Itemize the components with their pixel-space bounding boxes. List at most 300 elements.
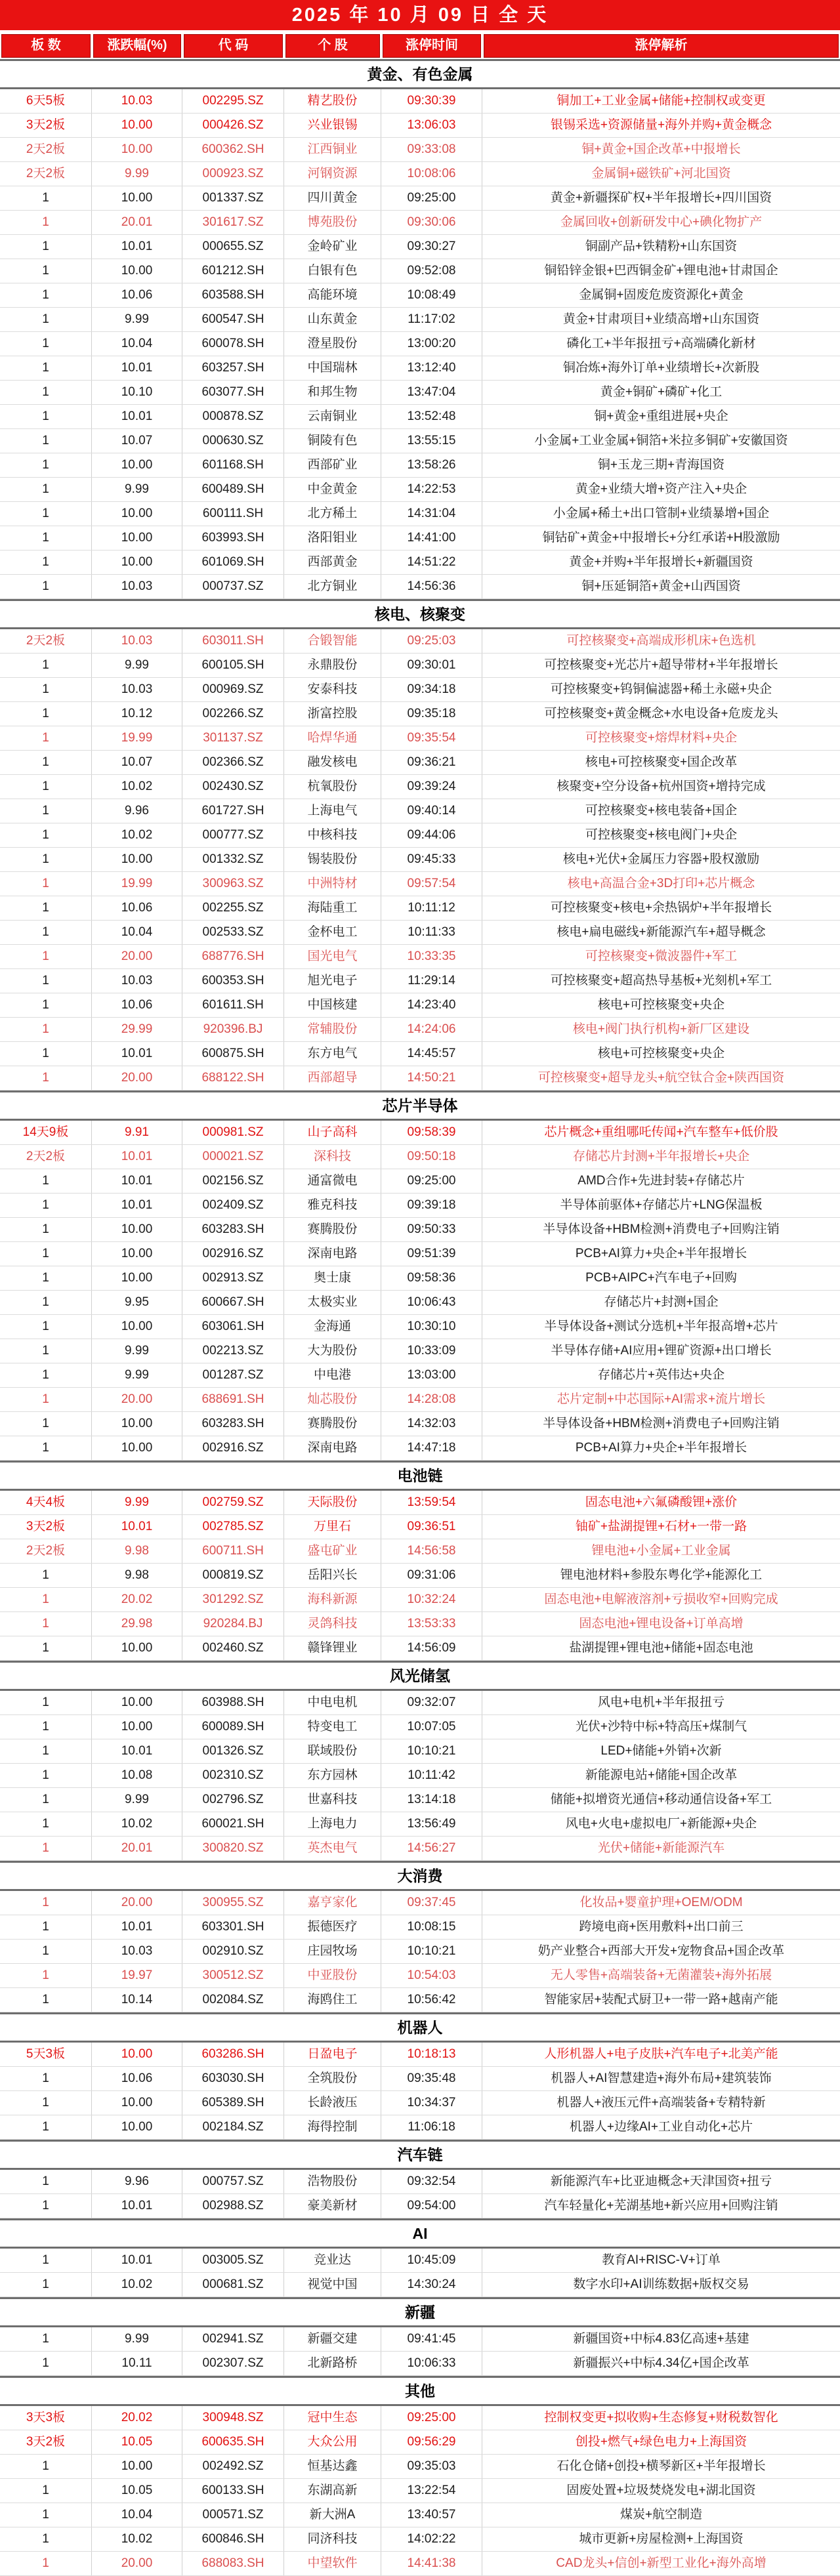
cell-board-count[interactable]: 1: [0, 235, 92, 259]
cell-change-pct[interactable]: 20.00: [92, 1066, 182, 1090]
cell-analysis[interactable]: 机器人+AI智慧建造+海外布局+建筑装饰: [551, 2071, 772, 2085]
cell-change-pct[interactable]: 9.99: [92, 654, 182, 677]
cell-stock-name[interactable]: 深科技: [284, 1145, 381, 1169]
cell-stock-name[interactable]: 通富微电: [284, 1169, 381, 1193]
cell-stock-code[interactable]: 301617.SZ: [182, 211, 284, 234]
cell-change-pct[interactable]: 10.01: [92, 356, 182, 380]
cell-change-pct[interactable]: 29.98: [92, 1612, 182, 1636]
cell-board-count[interactable]: 1: [0, 945, 92, 968]
cell-limit-time[interactable]: 09:32:54: [381, 2170, 482, 2193]
table-row[interactable]: [0, 1691, 840, 1715]
cell-stock-code[interactable]: 300955.SZ: [182, 1891, 284, 1915]
cell-analysis[interactable]: 芯片概念+重组哪吒传闻+汽车整车+低价股: [544, 1125, 778, 1139]
cell-stock-code[interactable]: 603283.SH: [182, 1218, 284, 1241]
cell-stock-code[interactable]: 600133.SH: [182, 2479, 284, 2503]
cell-stock-code[interactable]: 000681.SZ: [182, 2273, 284, 2296]
cell-change-pct[interactable]: 10.00: [92, 1266, 182, 1290]
cell-change-pct[interactable]: 10.12: [92, 702, 182, 726]
cell-board-count[interactable]: 1: [0, 1636, 92, 1660]
cell-limit-time[interactable]: 09:35:54: [381, 726, 482, 750]
cell-stock-code[interactable]: 002916.SZ: [182, 1242, 284, 1266]
cell-analysis[interactable]: 铜钴矿+黄金+中报增长+分红承诺+H股激励: [542, 531, 780, 545]
cell-change-pct[interactable]: 19.99: [92, 872, 182, 896]
cell-board-count[interactable]: 1: [0, 2249, 92, 2272]
cell-stock-name[interactable]: 海鸥住工: [284, 1988, 381, 2012]
table-row[interactable]: [0, 1940, 840, 1964]
cell-limit-time[interactable]: 09:36:51: [381, 1515, 482, 1539]
cell-limit-time[interactable]: 10:08:15: [381, 1915, 482, 1939]
cell-limit-time[interactable]: 13:58:26: [381, 453, 482, 477]
cell-limit-time[interactable]: 09:25:00: [381, 1169, 482, 1193]
cell-stock-name[interactable]: 金岭矿业: [284, 235, 381, 259]
cell-analysis[interactable]: 数字水印+AI训练数据+版权交易: [573, 2277, 749, 2291]
cell-stock-code[interactable]: 000819.SZ: [182, 1564, 284, 1587]
cell-change-pct[interactable]: 10.01: [92, 1194, 182, 1217]
cell-change-pct[interactable]: 20.02: [92, 2406, 182, 2430]
cell-analysis[interactable]: 存储芯片+封测+国企: [604, 1295, 719, 1309]
cell-change-pct[interactable]: 9.99: [92, 478, 182, 501]
cell-analysis[interactable]: 可控核聚变+核电装备+国企: [585, 804, 738, 818]
cell-board-count[interactable]: 1: [0, 2503, 92, 2527]
cell-limit-time[interactable]: 09:31:06: [381, 1564, 482, 1587]
cell-stock-name[interactable]: 北方稀土: [284, 502, 381, 526]
cell-limit-time[interactable]: 10:08:49: [381, 283, 482, 307]
cell-stock-code[interactable]: 300948.SZ: [182, 2406, 284, 2430]
table-row[interactable]: [0, 2352, 840, 2376]
cell-stock-name[interactable]: 浙富控股: [284, 702, 381, 726]
table-row[interactable]: [0, 114, 840, 138]
cell-analysis[interactable]: 铜+黄金+国企改革+中报增长: [581, 142, 741, 156]
table-row[interactable]: [0, 2091, 840, 2115]
cell-limit-time[interactable]: 09:35:03: [381, 2455, 482, 2478]
cell-change-pct[interactable]: 9.99: [92, 162, 182, 186]
cell-stock-code[interactable]: 600089.SH: [182, 1715, 284, 1739]
cell-limit-time[interactable]: 09:39:18: [381, 1194, 482, 1217]
cell-change-pct[interactable]: 9.99: [92, 1363, 182, 1387]
cell-stock-code[interactable]: 920284.BJ: [182, 1612, 284, 1636]
cell-limit-time[interactable]: 09:30:27: [381, 235, 482, 259]
cell-change-pct[interactable]: 10.07: [92, 751, 182, 774]
cell-stock-code[interactable]: 002533.SZ: [182, 921, 284, 944]
table-row[interactable]: [0, 2249, 840, 2273]
cell-stock-name[interactable]: 深南电路: [284, 1242, 381, 1266]
cell-change-pct[interactable]: 10.10: [92, 381, 182, 404]
cell-analysis[interactable]: 小金属+工业金属+铜箔+米拉多铜矿+安徽国资: [534, 434, 788, 447]
table-row[interactable]: [0, 551, 840, 575]
cell-board-count[interactable]: 1: [0, 2327, 92, 2351]
cell-change-pct[interactable]: 10.00: [92, 2455, 182, 2478]
cell-board-count[interactable]: 3天3板: [0, 2406, 92, 2430]
cell-limit-time[interactable]: 10:18:13: [381, 2043, 482, 2066]
cell-board-count[interactable]: 1: [0, 2273, 92, 2296]
cell-analysis[interactable]: 固废处置+垃圾焚烧发电+湖北国资: [566, 2483, 756, 2497]
cell-limit-time[interactable]: 13:52:48: [381, 405, 482, 428]
cell-board-count[interactable]: 1: [0, 1837, 92, 1860]
cell-stock-name[interactable]: 江西铜业: [284, 138, 381, 161]
cell-stock-name[interactable]: 澄星股份: [284, 332, 381, 356]
cell-limit-time[interactable]: 14:45:57: [381, 1042, 482, 1066]
table-row[interactable]: [0, 1739, 840, 1764]
cell-stock-code[interactable]: 002156.SZ: [182, 1169, 284, 1193]
cell-change-pct[interactable]: 10.01: [92, 235, 182, 259]
table-row[interactable]: [0, 629, 840, 654]
table-row[interactable]: [0, 2552, 840, 2576]
cell-change-pct[interactable]: 10.00: [92, 1315, 182, 1339]
table-row[interactable]: [0, 969, 840, 993]
cell-stock-name[interactable]: 中望软件: [284, 2552, 381, 2575]
cell-change-pct[interactable]: 10.01: [92, 1739, 182, 1763]
cell-analysis[interactable]: 汽车轻量化+芜湖基地+新兴应用+回购注销: [544, 2199, 778, 2212]
cell-limit-time[interactable]: 13:59:54: [381, 1491, 482, 1514]
cell-stock-name[interactable]: 融发核电: [284, 751, 381, 774]
cell-limit-time[interactable]: 09:58:39: [381, 1121, 482, 1144]
cell-analysis[interactable]: 智能家居+装配式厨卫+一带一路+越南产能: [544, 1993, 778, 2006]
cell-stock-code[interactable]: 002460.SZ: [182, 1636, 284, 1660]
cell-board-count[interactable]: 1: [0, 775, 92, 799]
cell-limit-time[interactable]: 11:29:14: [381, 969, 482, 993]
cell-stock-name[interactable]: 哈焊华通: [284, 726, 381, 750]
cell-analysis[interactable]: 黄金+并购+半年报增长+新疆国资: [569, 555, 753, 569]
cell-stock-code[interactable]: 002310.SZ: [182, 1764, 284, 1787]
table-row[interactable]: [0, 308, 840, 332]
table-row[interactable]: [0, 2115, 840, 2140]
cell-change-pct[interactable]: 19.99: [92, 726, 182, 750]
cell-limit-time[interactable]: 14:56:36: [381, 575, 482, 598]
cell-limit-time[interactable]: 14:02:22: [381, 2527, 482, 2551]
cell-stock-name[interactable]: 大为股份: [284, 1339, 381, 1363]
cell-limit-time[interactable]: 09:35:48: [381, 2067, 482, 2090]
cell-change-pct[interactable]: 10.14: [92, 1988, 182, 2012]
table-row[interactable]: [0, 2455, 840, 2479]
cell-board-count[interactable]: 1: [0, 993, 92, 1017]
cell-analysis[interactable]: 光伏+沙特中标+特高压+煤制气: [575, 1720, 747, 1734]
cell-stock-code[interactable]: 603061.SH: [182, 1315, 284, 1339]
table-row[interactable]: [0, 2170, 840, 2194]
cell-change-pct[interactable]: 9.99: [92, 1788, 182, 1812]
table-row[interactable]: [0, 162, 840, 186]
cell-board-count[interactable]: 1: [0, 678, 92, 701]
cell-analysis[interactable]: 核电+可控核聚变+央企: [597, 998, 725, 1012]
table-row[interactable]: [0, 1964, 840, 1988]
cell-stock-code[interactable]: 603286.SH: [182, 2043, 284, 2066]
cell-analysis[interactable]: 铀矿+盐湖提锂+石材+一带一路: [575, 1520, 747, 1533]
cell-change-pct[interactable]: 29.99: [92, 1018, 182, 1041]
table-row[interactable]: [0, 1042, 840, 1066]
cell-board-count[interactable]: 1: [0, 381, 92, 404]
cell-analysis[interactable]: 磷化工+半年报扭亏+高端磷化新材: [566, 337, 756, 350]
cell-stock-name[interactable]: 中国瑞林: [284, 356, 381, 380]
cell-board-count[interactable]: 1: [0, 1042, 92, 1066]
cell-analysis[interactable]: 核电+扁电磁线+新能源汽车+超导概念: [556, 925, 766, 939]
cell-stock-code[interactable]: 600711.SH: [182, 1539, 284, 1563]
cell-stock-code[interactable]: 601168.SH: [182, 453, 284, 477]
cell-board-count[interactable]: 1: [0, 2091, 92, 2115]
table-row[interactable]: [0, 1788, 840, 1812]
cell-stock-code[interactable]: 000571.SZ: [182, 2503, 284, 2527]
table-row[interactable]: [0, 478, 840, 502]
cell-analysis[interactable]: 金属铜+固废危废资源化+黄金: [579, 288, 744, 302]
cell-analysis[interactable]: 银锡采选+资源储量+海外并购+黄金概念: [550, 118, 772, 132]
cell-change-pct[interactable]: 20.01: [92, 211, 182, 234]
cell-stock-code[interactable]: 600021.SH: [182, 1812, 284, 1836]
cell-analysis[interactable]: 半导体前驱体+存储芯片+LNG保温板: [560, 1198, 763, 1212]
cell-stock-name[interactable]: 雅克科技: [284, 1194, 381, 1217]
table-row[interactable]: [0, 1715, 840, 1739]
cell-change-pct[interactable]: 10.03: [92, 678, 182, 701]
cell-stock-name[interactable]: 大众公用: [284, 2430, 381, 2454]
cell-limit-time[interactable]: 10:08:06: [381, 162, 482, 186]
cell-analysis[interactable]: 新疆国资+中标4.83亿高速+基建: [573, 2332, 749, 2346]
cell-stock-name[interactable]: 长龄液压: [284, 2091, 381, 2115]
cell-board-count[interactable]: 1: [0, 1588, 92, 1611]
cell-change-pct[interactable]: 10.02: [92, 1812, 182, 1836]
table-row[interactable]: [0, 2043, 840, 2067]
cell-stock-name[interactable]: 赛腾股份: [284, 1218, 381, 1241]
cell-change-pct[interactable]: 10.00: [92, 1715, 182, 1739]
cell-stock-name[interactable]: 中电电机: [284, 1691, 381, 1714]
cell-board-count[interactable]: 1: [0, 896, 92, 920]
cell-board-count[interactable]: 1: [0, 332, 92, 356]
cell-stock-name[interactable]: 合锻智能: [284, 629, 381, 653]
table-row[interactable]: [0, 138, 840, 162]
cell-stock-code[interactable]: 688691.SH: [182, 1388, 284, 1411]
table-row[interactable]: [0, 1988, 840, 2012]
cell-analysis[interactable]: 煤炭+航空制造: [620, 2508, 703, 2522]
cell-change-pct[interactable]: 9.99: [92, 1339, 182, 1363]
cell-board-count[interactable]: 1: [0, 1169, 92, 1193]
cell-limit-time[interactable]: 14:56:58: [381, 1539, 482, 1563]
cell-stock-code[interactable]: 002307.SZ: [182, 2352, 284, 2375]
cell-limit-time[interactable]: 09:33:08: [381, 138, 482, 161]
table-row[interactable]: [0, 453, 840, 478]
cell-stock-code[interactable]: 600846.SH: [182, 2527, 284, 2551]
cell-change-pct[interactable]: 10.06: [92, 283, 182, 307]
cell-board-count[interactable]: 1: [0, 799, 92, 823]
cell-stock-code[interactable]: 601611.SH: [182, 993, 284, 1017]
cell-analysis[interactable]: 机器人+液压元件+高端装备+专精特新: [556, 2096, 766, 2109]
cell-board-count[interactable]: 1: [0, 2067, 92, 2090]
cell-stock-code[interactable]: 002913.SZ: [182, 1266, 284, 1290]
cell-board-count[interactable]: 1: [0, 1242, 92, 1266]
cell-limit-time[interactable]: 09:41:45: [381, 2327, 482, 2351]
cell-analysis[interactable]: PCB+AI算力+央企+半年报增长: [575, 1247, 747, 1260]
cell-limit-time[interactable]: 10:33:35: [381, 945, 482, 968]
cell-stock-name[interactable]: 铜陵有色: [284, 429, 381, 453]
cell-stock-name[interactable]: 四川黄金: [284, 186, 381, 210]
cell-analysis[interactable]: 核电+阀门执行机构+新厂区建设: [572, 1022, 750, 1036]
table-row[interactable]: [0, 1612, 840, 1636]
table-row[interactable]: [0, 1491, 840, 1515]
cell-limit-time[interactable]: 14:56:27: [381, 1837, 482, 1860]
table-row[interactable]: [0, 1412, 840, 1436]
cell-limit-time[interactable]: 14:31:04: [381, 502, 482, 526]
cell-stock-name[interactable]: 竞业达: [284, 2249, 381, 2272]
table-row[interactable]: [0, 654, 840, 678]
cell-stock-code[interactable]: 000737.SZ: [182, 575, 284, 598]
cell-board-count[interactable]: 1: [0, 726, 92, 750]
cell-stock-code[interactable]: 603993.SH: [182, 526, 284, 550]
cell-change-pct[interactable]: 10.00: [92, 186, 182, 210]
cell-stock-code[interactable]: 001287.SZ: [182, 1363, 284, 1387]
cell-limit-time[interactable]: 09:50:33: [381, 1218, 482, 1241]
cell-stock-name[interactable]: 浩物股份: [284, 2170, 381, 2193]
cell-board-count[interactable]: 1: [0, 1412, 92, 1436]
cell-board-count[interactable]: 6天5板: [0, 89, 92, 113]
cell-limit-time[interactable]: 14:41:00: [381, 526, 482, 550]
cell-stock-name[interactable]: 海科新源: [284, 1588, 381, 1611]
cell-limit-time[interactable]: 09:39:24: [381, 775, 482, 799]
cell-analysis[interactable]: 可控核聚变+光芯片+超导带材+半年报增长: [544, 658, 778, 672]
cell-change-pct[interactable]: 10.05: [92, 2479, 182, 2503]
cell-analysis[interactable]: 化妆品+婴童护理+OEM/ODM: [579, 1896, 743, 1909]
cell-stock-code[interactable]: 002184.SZ: [182, 2115, 284, 2139]
cell-change-pct[interactable]: 10.00: [92, 138, 182, 161]
cell-change-pct[interactable]: 10.00: [92, 1436, 182, 1460]
table-row[interactable]: [0, 945, 840, 969]
cell-limit-time[interactable]: 09:35:18: [381, 702, 482, 726]
cell-analysis[interactable]: CAD龙头+信创+新型工业化+海外高增: [556, 2556, 766, 2570]
cell-stock-name[interactable]: 灿芯股份: [284, 1388, 381, 1411]
cell-stock-code[interactable]: 002910.SZ: [182, 1940, 284, 1963]
cell-limit-time[interactable]: 13:06:03: [381, 114, 482, 137]
cell-change-pct[interactable]: 10.02: [92, 2527, 182, 2551]
table-row[interactable]: [0, 1764, 840, 1788]
cell-change-pct[interactable]: 10.04: [92, 921, 182, 944]
cell-analysis[interactable]: 风电+电机+半年报扭亏: [597, 1695, 725, 1709]
cell-board-count[interactable]: 1: [0, 1940, 92, 1963]
cell-stock-name[interactable]: 中电港: [284, 1363, 381, 1387]
cell-board-count[interactable]: 1: [0, 2552, 92, 2575]
cell-board-count[interactable]: 1: [0, 1964, 92, 1987]
cell-change-pct[interactable]: 10.03: [92, 629, 182, 653]
cell-stock-name[interactable]: 联域股份: [284, 1739, 381, 1763]
cell-stock-code[interactable]: 002785.SZ: [182, 1515, 284, 1539]
cell-board-count[interactable]: 1: [0, 1788, 92, 1812]
cell-limit-time[interactable]: 09:32:07: [381, 1691, 482, 1714]
cell-analysis[interactable]: 可控核聚变+核电+余热锅炉+半年报增长: [550, 901, 772, 915]
cell-stock-code[interactable]: 002759.SZ: [182, 1491, 284, 1514]
cell-limit-time[interactable]: 09:30:39: [381, 89, 482, 113]
cell-stock-code[interactable]: 000969.SZ: [182, 678, 284, 701]
cell-limit-time[interactable]: 09:58:36: [381, 1266, 482, 1290]
cell-stock-name[interactable]: 东湖高新: [284, 2479, 381, 2503]
cell-stock-code[interactable]: 001332.SZ: [182, 848, 284, 871]
cell-board-count[interactable]: 1: [0, 575, 92, 598]
table-row[interactable]: [0, 332, 840, 356]
cell-stock-name[interactable]: 中洲特材: [284, 872, 381, 896]
cell-limit-time[interactable]: 10:11:42: [381, 1764, 482, 1787]
cell-limit-time[interactable]: 13:12:40: [381, 356, 482, 380]
cell-analysis[interactable]: 存储芯片封测+半年报增长+央企: [572, 1150, 750, 1163]
cell-analysis[interactable]: 半导体设备+测试分选机+半年报高增+芯片: [544, 1319, 778, 1333]
cell-stock-code[interactable]: 688083.SH: [182, 2552, 284, 2575]
table-row[interactable]: [0, 1539, 840, 1564]
table-row[interactable]: [0, 259, 840, 283]
cell-stock-code[interactable]: 002430.SZ: [182, 775, 284, 799]
table-row[interactable]: [0, 1564, 840, 1588]
cell-change-pct[interactable]: 10.01: [92, 1915, 182, 1939]
cell-stock-code[interactable]: 600489.SH: [182, 478, 284, 501]
table-row[interactable]: [0, 1266, 840, 1291]
cell-stock-code[interactable]: 000426.SZ: [182, 114, 284, 137]
cell-board-count[interactable]: 1: [0, 1339, 92, 1363]
cell-stock-code[interactable]: 001326.SZ: [182, 1739, 284, 1763]
cell-stock-code[interactable]: 300963.SZ: [182, 872, 284, 896]
cell-stock-name[interactable]: 嘉亨家化: [284, 1891, 381, 1915]
cell-limit-time[interactable]: 10:10:21: [381, 1940, 482, 1963]
table-row[interactable]: [0, 799, 840, 823]
cell-limit-time[interactable]: 09:51:39: [381, 1242, 482, 1266]
cell-analysis[interactable]: 存储芯片+英伟达+央企: [597, 1368, 725, 1382]
table-row[interactable]: [0, 1121, 840, 1145]
cell-stock-code[interactable]: 600875.SH: [182, 1042, 284, 1066]
cell-limit-time[interactable]: 09:25:03: [381, 629, 482, 653]
cell-board-count[interactable]: 1: [0, 1915, 92, 1939]
cell-stock-name[interactable]: 深南电路: [284, 1436, 381, 1460]
cell-stock-name[interactable]: 西部黄金: [284, 551, 381, 574]
cell-change-pct[interactable]: 10.01: [92, 2194, 182, 2218]
cell-stock-name[interactable]: 海得控制: [284, 2115, 381, 2139]
cell-stock-name[interactable]: 金海通: [284, 1315, 381, 1339]
cell-board-count[interactable]: 2天2板: [0, 162, 92, 186]
cell-limit-time[interactable]: 10:07:05: [381, 1715, 482, 1739]
cell-board-count[interactable]: 1: [0, 1691, 92, 1714]
cell-board-count[interactable]: 1: [0, 1315, 92, 1339]
table-row[interactable]: [0, 751, 840, 775]
cell-stock-name[interactable]: 庄园牧场: [284, 1940, 381, 1963]
cell-change-pct[interactable]: 20.00: [92, 1388, 182, 1411]
cell-change-pct[interactable]: 10.11: [92, 2352, 182, 2375]
cell-limit-time[interactable]: 13:53:33: [381, 1612, 482, 1636]
table-row[interactable]: [0, 1891, 840, 1915]
cell-limit-time[interactable]: 10:32:24: [381, 1588, 482, 1611]
cell-stock-name[interactable]: 北方铜业: [284, 575, 381, 598]
cell-analysis[interactable]: 新疆振兴+中标4.34亿+国企改革: [573, 2356, 749, 2370]
cell-board-count[interactable]: 2天2板: [0, 138, 92, 161]
cell-stock-name[interactable]: 中核科技: [284, 823, 381, 847]
cell-stock-code[interactable]: 301137.SZ: [182, 726, 284, 750]
cell-analysis[interactable]: AMD合作+先进封装+存储芯片: [578, 1174, 745, 1188]
cell-analysis[interactable]: 人形机器人+电子皮肤+汽车电子+北美产能: [544, 2047, 778, 2061]
cell-analysis[interactable]: 小金属+稀土+出口管制+业绩暴增+国企: [553, 507, 770, 520]
cell-board-count[interactable]: 1: [0, 823, 92, 847]
cell-analysis[interactable]: 铜+玉龙三期+青海国资: [597, 458, 725, 472]
cell-stock-code[interactable]: 002916.SZ: [182, 1436, 284, 1460]
cell-stock-name[interactable]: 精艺股份: [284, 89, 381, 113]
table-row[interactable]: [0, 2067, 840, 2091]
cell-board-count[interactable]: 1: [0, 1363, 92, 1387]
cell-board-count[interactable]: 1: [0, 259, 92, 283]
cell-stock-name[interactable]: 日盈电子: [284, 2043, 381, 2066]
cell-stock-name[interactable]: 上海电力: [284, 1812, 381, 1836]
cell-change-pct[interactable]: 10.01: [92, 405, 182, 428]
table-row[interactable]: [0, 848, 840, 872]
table-row[interactable]: [0, 211, 840, 235]
cell-board-count[interactable]: 3天2板: [0, 114, 92, 137]
cell-analysis[interactable]: 核电+高温合金+3D打印+芯片概念: [567, 877, 755, 890]
cell-stock-name[interactable]: 国光电气: [284, 945, 381, 968]
cell-change-pct[interactable]: 10.02: [92, 823, 182, 847]
cell-limit-time[interactable]: 10:56:42: [381, 1988, 482, 2012]
cell-analysis[interactable]: 金属铜+磁铁矿+河北国资: [591, 167, 731, 180]
table-row[interactable]: [0, 823, 840, 848]
cell-board-count[interactable]: 1: [0, 848, 92, 871]
cell-stock-code[interactable]: 002492.SZ: [182, 2455, 284, 2478]
cell-change-pct[interactable]: 10.03: [92, 89, 182, 113]
cell-stock-name[interactable]: 豪美新材: [284, 2194, 381, 2218]
cell-stock-name[interactable]: 高能环境: [284, 283, 381, 307]
cell-limit-time[interactable]: 09:30:06: [381, 211, 482, 234]
